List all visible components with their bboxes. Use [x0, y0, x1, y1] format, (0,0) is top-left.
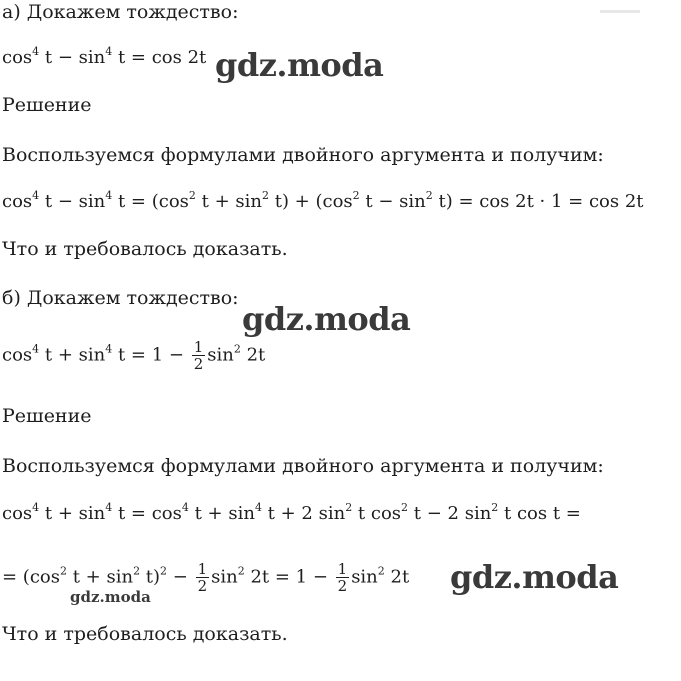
part-a-conclusion: Что и требовалось доказать. [2, 238, 288, 260]
watermark-logo-small: gdz.moda [70, 588, 151, 606]
watermark-logo: gdz.moda [450, 558, 619, 596]
part-b-method-text: Воспользуемся формулами двойного аргумента и получим: [2, 455, 604, 477]
part-b-conclusion: Что и требовалось доказать. [2, 623, 288, 645]
one-half-fraction: $\frac{1}{2}$ [193, 338, 204, 373]
part-a-method-text: Воспользуемся формулами двойного аргумента и получим: [2, 144, 604, 166]
part-b-solution-label: Решение [2, 405, 92, 427]
scan-speck [600, 10, 640, 13]
watermark-logo: gdz.moda [215, 46, 384, 84]
part-b-derivation-line-1: $\cos^4 t + \sin^4 t = \cos^4 t + \sin^4 t + 2$ $\sin^2 t$ $\cos^2 t - 2$ $\sin^2 t$ cos t = [2, 501, 581, 524]
part-b-derivation-line-2: = ($\cos^2$ $t + \sin^2 t)^2$ − $\frac{1}{2}$ $\sin^2 2t = 1$ − $\frac{1}{2}$ $\sin^2 2t$ [2, 560, 410, 595]
one-half-fraction: $\frac{1}{2}$ [337, 560, 348, 595]
part-a-identity: $\cos^4 t - \sin^4 t = \cos 2t$ [2, 45, 207, 68]
part-b-heading: б) Докажем тождество: [2, 287, 239, 309]
part-b-identity: $\cos^4 t + \sin^4 t = 1$ − $\frac{1}{2}$ $\sin^2 2t$ [2, 338, 266, 373]
part-a-heading: а) Докажем тождество: [2, 1, 239, 23]
one-half-fraction: $\frac{1}{2}$ [197, 560, 208, 595]
part-a-solution-label: Решение [2, 94, 92, 116]
watermark-logo: gdz.moda [242, 300, 411, 338]
part-a-derivation: $\cos^4 t - \sin^4 t = (\cos^2$ $t + \sin^2 t) + (\cos^2$ $t - \sin^2 t) = \cos 2t \cdot 1 = \cos 2t$ [2, 189, 644, 212]
